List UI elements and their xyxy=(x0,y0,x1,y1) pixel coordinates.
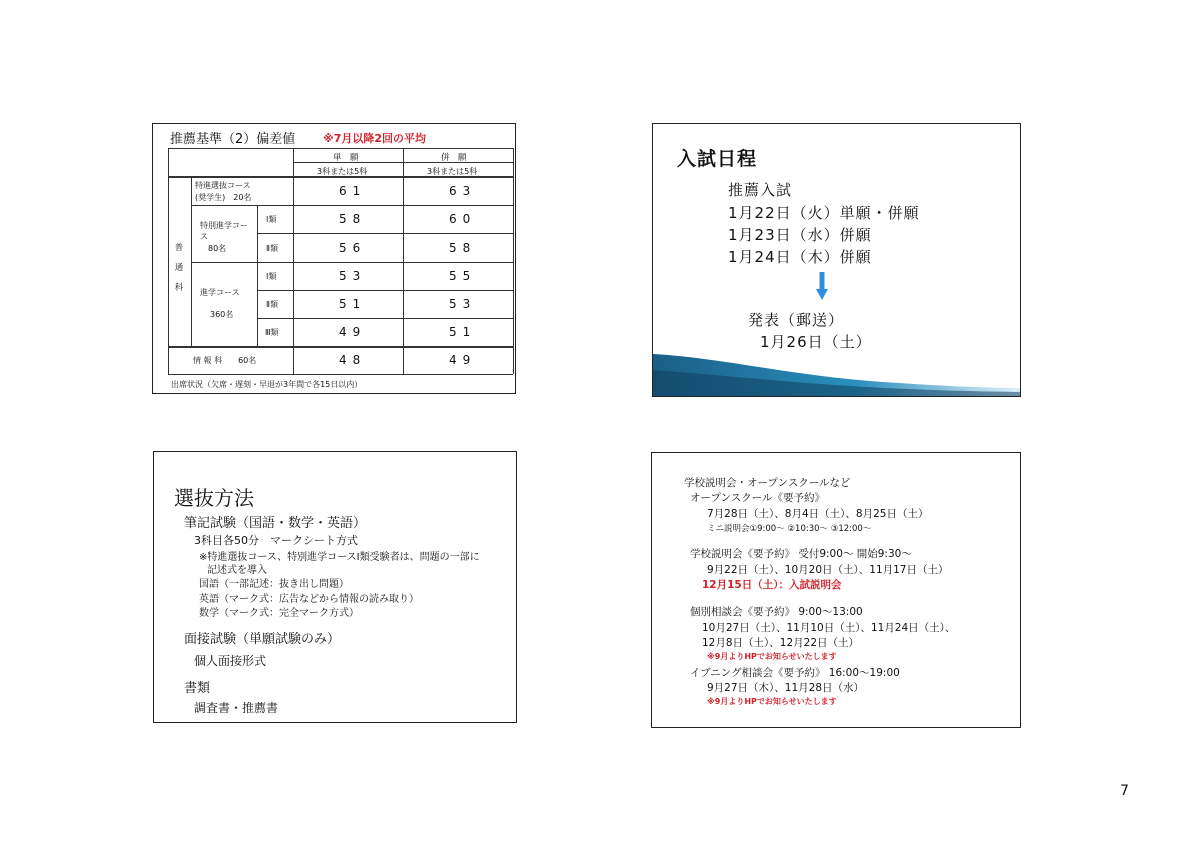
japanese-subject: 国語（一部記述：抜き出し問題） xyxy=(199,579,349,590)
slide-exam-schedule xyxy=(652,123,1021,397)
shingaku-tangan-1: 53 xyxy=(339,269,367,283)
written-exam-heading: 筆記試験（国語・数学・英語） xyxy=(184,516,367,531)
shingaku-heigan-3: 51 xyxy=(449,325,477,339)
individual-consult-heading: 個別相談会《要予約》 9:00～13:00 xyxy=(690,606,863,618)
tokushin-course-name: 特進選抜コース xyxy=(195,181,251,190)
slide-recommendation-criteria xyxy=(152,123,516,394)
exam-date-1: 1月22日（火）単願・併願 xyxy=(728,204,920,222)
interview-heading: 面接試験（単願試験のみ） xyxy=(184,632,341,647)
hp-notice-2: ※9月よりHPでお知らせいたします xyxy=(707,697,837,706)
subheader-tangan: 3科または5科 xyxy=(317,167,368,176)
individual-consult-dates-2: 12月8日（土）、12月22日（土） xyxy=(702,637,860,649)
tokubetsu-course-count: 80名 xyxy=(208,244,227,253)
open-school-dates: 7月28日（土）、8月4日（土）、8月25日（土） xyxy=(707,508,929,520)
page-number: 7 xyxy=(1120,783,1129,799)
hp-notice-1: ※9月よりHPでお知らせいたします xyxy=(707,652,837,661)
written-exam-note-1: ※特進選抜コース、特別進学コースⅠ類受験者は、問題の一部に xyxy=(199,552,480,563)
evening-consult-dates: 9月27日（木）、11月28日（水） xyxy=(707,682,865,694)
joho-tangan-value: 48 xyxy=(339,353,367,367)
english-subject: 英語（マーク式：広告などから情報の読み取り） xyxy=(199,594,419,605)
shingaku-course-count: 360名 xyxy=(210,310,234,319)
documents-heading: 書類 xyxy=(184,681,211,696)
tokubetsu-tangan-2: 56 xyxy=(339,241,367,255)
slide-selection-method xyxy=(153,451,517,723)
school-briefing-heading: 学校説明会《要予約》 受付9:00～ 開始9:30～ xyxy=(690,548,912,560)
header-heigan: 併 願 xyxy=(441,153,467,163)
shingaku-heigan-1: 55 xyxy=(449,269,477,283)
subheader-heigan: 3科または5科 xyxy=(427,167,478,176)
exam-date-3: 1月24日（木）併願 xyxy=(728,248,872,266)
tokubetsu-course-name: 特別進学コース xyxy=(200,221,248,241)
written-exam-detail: 3科目各50分 マークシート方式 xyxy=(194,534,358,547)
average-note: ※7月以降2回の平均 xyxy=(323,132,427,145)
school-briefing-dates: 9月22日（土）、10月20日（土）、11月17日（土） xyxy=(707,564,949,576)
tokushin-heigan-value: 63 xyxy=(449,184,477,198)
exam-date-2: 1月23日（水）併願 xyxy=(728,226,872,244)
attendance-note: 出席状況（欠席・遅刻・早退が3年間で各15日以内） xyxy=(171,380,363,389)
individual-consult-dates-1: 10月27日（土）、11月10日（土）、11月24日（土）、 xyxy=(702,622,956,634)
announcement-date: 1月26日（土） xyxy=(760,333,872,351)
down-arrow-icon xyxy=(816,272,828,300)
tokubetsu-tangan-1: 58 xyxy=(339,212,367,226)
shingaku-rank-1: Ⅰ類 xyxy=(266,272,277,281)
header-tangan: 単 願 xyxy=(333,153,359,163)
mini-session-times: ミニ説明会①9:00～ ②10:30～ ③12:00～ xyxy=(707,524,872,534)
evening-consult-heading: イブニング相談会《要予約》 16:00～19:00 xyxy=(690,667,900,679)
sessions-heading: 学校説明会・オープンスクールなど xyxy=(684,477,851,489)
open-school-heading: オープンスクール《要予約》 xyxy=(690,492,826,504)
tokubetsu-heigan-1: 60 xyxy=(449,212,477,226)
shingaku-tangan-3: 49 xyxy=(339,325,367,339)
tokushin-course-sub: (奨学生) 20名 xyxy=(195,193,252,202)
written-exam-note-2: 記述式を導入 xyxy=(207,565,267,576)
announcement-heading: 発表（郵送） xyxy=(748,311,845,329)
slide-info-sessions xyxy=(651,452,1021,728)
shingaku-rank-2: Ⅱ類 xyxy=(266,300,278,309)
shingaku-course-name: 進学コース xyxy=(200,288,240,297)
slide-title: 推薦基準（2）偏差値 xyxy=(170,132,296,147)
tokubetsu-rank-1: Ⅰ類 xyxy=(266,215,277,224)
documents-detail: 調査書・推薦書 xyxy=(194,701,279,715)
joho-name: 情 報 科 60名 xyxy=(193,356,257,365)
slide-title: 選抜方法 xyxy=(174,486,254,510)
tokushin-tangan-value: 61 xyxy=(339,184,367,198)
shingaku-heigan-2: 53 xyxy=(449,297,477,311)
shingaku-rank-3: Ⅲ類 xyxy=(265,328,279,337)
futsuka-label: 普通科 xyxy=(174,243,184,293)
exam-briefing-date: 12月15日（土）：入試説明会 xyxy=(702,579,842,591)
suisen-heading: 推薦入試 xyxy=(728,181,793,199)
tokubetsu-heigan-2: 58 xyxy=(449,241,477,255)
math-subject: 数学（マーク式：完全マーク方式） xyxy=(199,608,359,619)
decorative-wave xyxy=(653,346,1021,396)
tokubetsu-rank-2: Ⅱ類 xyxy=(266,244,278,253)
shingaku-tangan-2: 51 xyxy=(339,297,367,311)
slide-title: 入試日程 xyxy=(677,148,758,170)
interview-detail: 個人面接形式 xyxy=(194,654,267,668)
joho-heigan-value: 49 xyxy=(449,353,477,367)
